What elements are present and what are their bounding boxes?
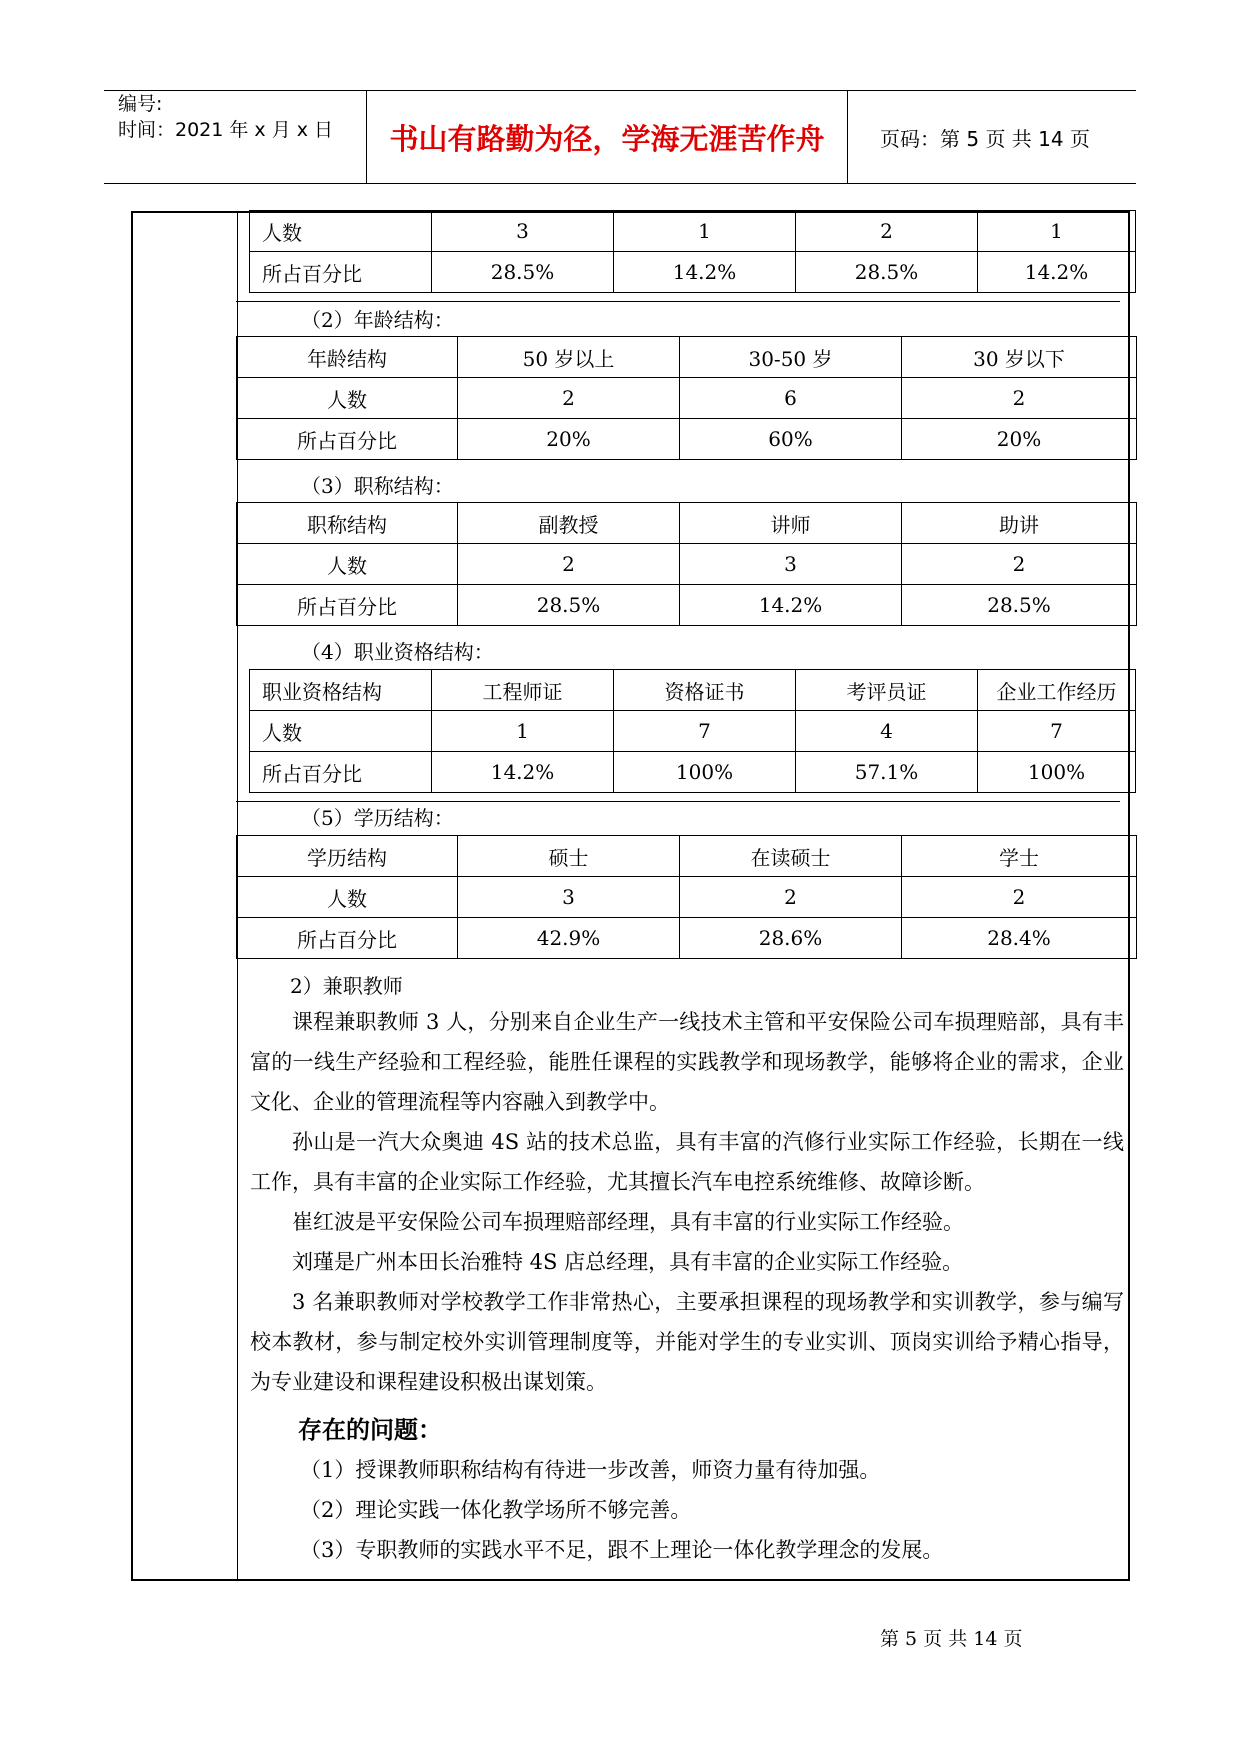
- row-header-cell: 所占百分比: [237, 585, 458, 626]
- row-header-cell: 职业资格结构: [250, 670, 432, 711]
- table-cell: 2: [458, 378, 680, 419]
- table-row: [237, 877, 1137, 918]
- table-row: [237, 378, 1137, 419]
- table-cell: 1: [432, 711, 614, 752]
- table-cell: 2: [902, 378, 1137, 419]
- table-cell: 7: [978, 711, 1136, 752]
- row-header-cell: 所占百分比: [250, 752, 432, 793]
- table-cell: 工程师证: [432, 670, 614, 711]
- table-qualification: [249, 669, 1136, 793]
- rule: [236, 301, 1120, 302]
- header-info: [118, 91, 366, 183]
- table-continued: [249, 210, 1136, 293]
- table-cell: 50 岁以上: [458, 337, 680, 378]
- issues-title: 存在的问题：: [298, 1416, 442, 1444]
- page-footer: 第 5 页 共 14 页: [880, 1628, 1023, 1650]
- table-cell: 14.2%: [680, 585, 902, 626]
- row-header-cell: 职称结构: [237, 503, 458, 544]
- row-header-cell: 人数: [250, 711, 432, 752]
- paragraph: 孙山是一汽大众奥迪 4S 站的技术总监，具有丰富的汽修行业实际工作经验，长期在一线工作，具有丰富的企业实际工作经验，尤其擅长汽车电控系统维修、故障诊断。: [250, 1130, 1124, 1194]
- table-cell: 副教授: [458, 503, 680, 544]
- table-cell: 3: [432, 211, 614, 252]
- row-header-cell: 人数: [237, 378, 458, 419]
- issue-item: （3）专职教师的实践水平不足，跟不上理论一体化教学理念的发展。: [300, 1538, 944, 1562]
- table-row: [237, 544, 1137, 585]
- table-cell: 助讲: [902, 503, 1137, 544]
- table-cell: 6: [680, 378, 902, 419]
- table-cell: 学士: [902, 836, 1137, 877]
- section-title-title-structure: （3）职称结构：: [301, 474, 454, 498]
- row-header-cell: 学历结构: [237, 836, 458, 877]
- table-cell: 30 岁以下: [902, 337, 1137, 378]
- table-cell: 4: [796, 711, 978, 752]
- table-cell: 1: [614, 211, 796, 252]
- table-cell: 2: [458, 544, 680, 585]
- header-page-label: 页码：第 5 页 共 14 页: [880, 126, 1090, 151]
- table-cell: 20%: [902, 419, 1137, 460]
- table-cell: 14.2%: [432, 752, 614, 793]
- section-title-qualification: （4）职业资格结构：: [301, 640, 494, 664]
- table-row: [237, 503, 1137, 544]
- paragraph: 课程兼职教师 3 人，分别来自企业生产一线技术主管和平安保险公司车损理赔部，具有丰富的一线生产经验和工程经验，能胜任课程的实践教学和现场教学，能够将企业的需求，企业文化、企业的管理流程等内容融入到教学中。: [250, 1010, 1124, 1114]
- section-title-education: （5）学历结构：: [301, 806, 454, 830]
- time-label: 时间：2021 年 x 月 x 日: [118, 119, 334, 141]
- table-row: [250, 752, 1136, 793]
- table-cell: 28.6%: [680, 918, 902, 959]
- table-cell: 28.5%: [796, 252, 978, 293]
- table-cell: 28.4%: [902, 918, 1137, 959]
- section-title-age: （2）年龄结构：: [301, 308, 454, 332]
- table-row: [250, 711, 1136, 752]
- table-row: [250, 252, 1136, 293]
- table-row: [237, 918, 1137, 959]
- parttime-paragraphs: [250, 1002, 1124, 1402]
- table-cell: 1: [978, 211, 1136, 252]
- paragraph: 刘瑾是广州本田长治雅特 4S 店总经理，具有丰富的企业实际工作经验。: [292, 1250, 964, 1274]
- number-label: 编号:: [118, 93, 163, 115]
- row-header-cell: 年龄结构: [237, 337, 458, 378]
- table-row: [250, 211, 1136, 252]
- table-cell: 14.2%: [614, 252, 796, 293]
- table-cell: 2: [796, 211, 978, 252]
- table-row: [250, 670, 1136, 711]
- header-motto: 书山有路勤为径，学海无涯苦作舟: [366, 91, 848, 183]
- table-title-structure: [236, 502, 1137, 626]
- table-cell: 20%: [458, 419, 680, 460]
- page-header: [104, 90, 1136, 184]
- issue-item: （2）理论实践一体化教学场所不够完善。: [300, 1498, 692, 1522]
- table-cell: 28.5%: [458, 585, 680, 626]
- table-cell: 42.9%: [458, 918, 680, 959]
- table-cell: 100%: [614, 752, 796, 793]
- table-cell: 在读硕士: [680, 836, 902, 877]
- table-cell: 7: [614, 711, 796, 752]
- table-cell: 讲师: [680, 503, 902, 544]
- parttime-heading: 2）兼职教师: [290, 974, 403, 998]
- table-cell: 3: [458, 877, 680, 918]
- table-cell: 3: [680, 544, 902, 585]
- table-row: [237, 337, 1137, 378]
- table-cell: 企业工作经历: [978, 670, 1136, 711]
- table-row: [237, 585, 1137, 626]
- row-header-cell: 人数: [237, 877, 458, 918]
- table-row: [237, 836, 1137, 877]
- row-header-cell: 人数: [250, 211, 432, 252]
- paragraph: 3 名兼职教师对学校教学工作非常热心，主要承担课程的现场教学和实训教学，参与编写校本教材，参与制定校外实训管理制度等，并能对学生的专业实训、顶岗实训给予精心指导，为专业建设和课程建设积极出谋划策。: [250, 1290, 1124, 1394]
- table-cell: 硕士: [458, 836, 680, 877]
- table-cell: 30-50 岁: [680, 337, 902, 378]
- table-cell: 14.2%: [978, 252, 1136, 293]
- row-header-cell: 所占百分比: [250, 252, 432, 293]
- row-header-cell: 人数: [237, 544, 458, 585]
- row-header-cell: 所占百分比: [237, 918, 458, 959]
- paragraph: 崔红波是平安保险公司车损理赔部经理，具有丰富的行业实际工作经验。: [292, 1210, 964, 1234]
- issue-item: （1）授课教师职称结构有待进一步改善，师资力量有待加强。: [300, 1458, 881, 1482]
- table-education: [236, 835, 1137, 959]
- table-cell: 28.5%: [432, 252, 614, 293]
- table-cell: 2: [902, 877, 1137, 918]
- row-header-cell: 所占百分比: [237, 419, 458, 460]
- table-cell: 60%: [680, 419, 902, 460]
- table-cell: 考评员证: [796, 670, 978, 711]
- table-cell: 100%: [978, 752, 1136, 793]
- table-cell: 2: [680, 877, 902, 918]
- table-cell: 57.1%: [796, 752, 978, 793]
- table-cell: 2: [902, 544, 1137, 585]
- table-row: [237, 419, 1137, 460]
- table-cell: 28.5%: [902, 585, 1137, 626]
- table-cell: 资格证书: [614, 670, 796, 711]
- table-age: [236, 336, 1137, 460]
- issues-list: [300, 1450, 943, 1570]
